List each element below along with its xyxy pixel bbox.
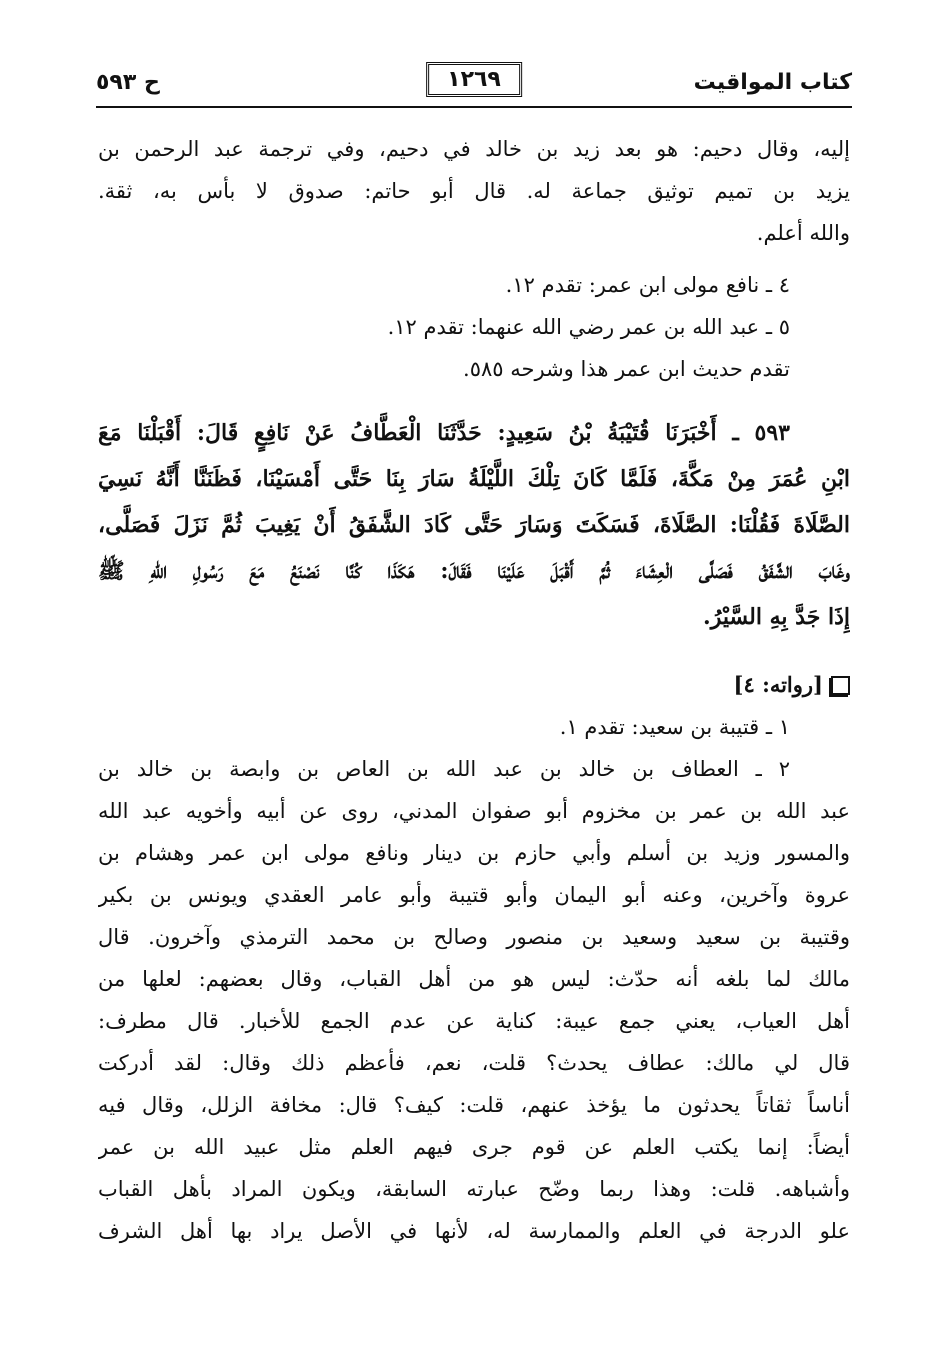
narrators-section [98,664,850,1252]
text-line: وأشباهه. قلت: وهذا ربما وضّح عبارته السابقة، ويكون المراد بأهل القباب [98,1177,850,1201]
text-line: أهل العياب، يعني جمع عيبة: كناية عن عدم الجمع للأخبار. قال مطرف: [98,1009,850,1033]
hadith-reference: ح ٥٩٣ [96,70,160,95]
text-line: يزيد بن تميم توثيق جماعة له. قال أبو حاتم: صدوق لا بأس به، ثقة. [98,179,850,203]
page-header [96,62,852,102]
intro-paragraph [98,128,850,254]
list-item: ١ ـ قتيبة بن سعيد: تقدم ١. [559,715,790,739]
hadith-line: ٥٩٣ ـ أَخْبَرَنَا قُتَيْبَةُ بْنُ سَعِيدٍ: حَدَّثَنَا الْعَطَّافُ عَنْ نَافِعٍ قَالَ: أَقْبَلْنَا مَعَ [98,420,790,446]
text-line: والمسور وزيد بن أسلم وأبي حازم بن دينار ونافع مولى ابن عمر وهشام بن [98,841,850,865]
text-line: ٢ ـ العطاف بن خالد بن عبد الله بن العاص بن وابصة بن خالد بن [98,757,790,781]
hadith-line: إِذَا جَدَّ بِهِ السَّيْرُ. [703,604,850,630]
page-number-frame [426,62,522,97]
text-line: وقتيبة بن سعيد وسعيد بن منصور وصالح بن محمد الترمذي وآخرون. قال [98,925,850,949]
hadith-line: الصَّلَاةَ فَقُلْنَا: الصَّلَاةَ، فَسَكَتَ وَسَارَ حَتَّى كَادَ الشَّفَقُ أَنْ يَغِيبَ ثُمَّ نَزَلَ فَصَلَّى، [98,512,850,538]
hadith-line: وغَابَ الشَّفَقُ فَصَلَّى الْعِشَاءَ ثُمَّ أَقْبَلَ عَلَيْنَا فَقَالَ: هَكَذَا كُنَّا نَصْنَعُ مَعَ رَسُولِ اللهِ ﷺ [98,558,850,584]
text-line: عروة وآخرين، وعنه أبو اليمان وأبو قتيبة وأبو عامر العقدي ويونس بن بكير [98,883,850,907]
narrators-heading [98,664,850,706]
narrators-heading-text: [رواته: ٤] [733,672,823,697]
square-bullet-icon [831,676,850,695]
list-item: ٥ ـ عبد الله بن عمر رضي الله عنهما: تقدم ١٢. [387,315,790,339]
list-item: تقدم حديث ابن عمر هذا وشرحه ٥٨٥. [463,357,790,381]
page-number: ١٢٦٩ [447,67,501,92]
book-title: كتاب المواقيت [693,70,852,95]
previous-narrator-list [98,264,850,390]
text-line: عبد الله بن عمر بن مخزوم أبو صفوان المدني، روى عن أبيه وأخويه عبد الله [98,799,850,823]
hadith-text [98,410,850,640]
text-line: علو الدرجة في العلم والممارسة له، لأنها في الأصل يراد بها أهل الشرف [98,1219,850,1243]
text-line: والله أعلم. [756,221,850,245]
text-line: قال لي مالك: عطاف يحدث؟ قلت، نعم، فأعظم ذلك وقال: لقد أدركت [98,1051,850,1075]
text-line: أناساً ثقاتاً يحدثون ما يؤخذ عنهم، قلت: كيف؟ قال: مخافة الزلل، وقال فيه [98,1093,850,1117]
list-item: ٤ ـ نافع مولى ابن عمر: تقدم ١٢. [505,273,790,297]
text-line: أيضاً: إنما يكتب العلم عن قوم جرى فيهم العلم مثل عبيد الله بن عمر [98,1135,850,1159]
text-line: مالك لما بلغه أنه حدّث: ليس هو من أهل القباب، وقال بعضهم: لعلها من [98,967,850,991]
hadith-line: ابْنِ عُمَرَ مِنْ مَكَّةَ، فَلَمَّا كَانَ تِلْكَ اللَّيْلَةُ سَارَ بِنَا حَتَّى أَمْسَيْنَا، فَظَنَنَّا أَنَّهُ نَسِيَ [98,466,850,492]
text-line: إليه، وقال دحيم: هو بعد زيد بن خالد في دحيم، وفي ترجمة عبد الرحمن بن [98,137,850,161]
header-rule [96,106,852,108]
